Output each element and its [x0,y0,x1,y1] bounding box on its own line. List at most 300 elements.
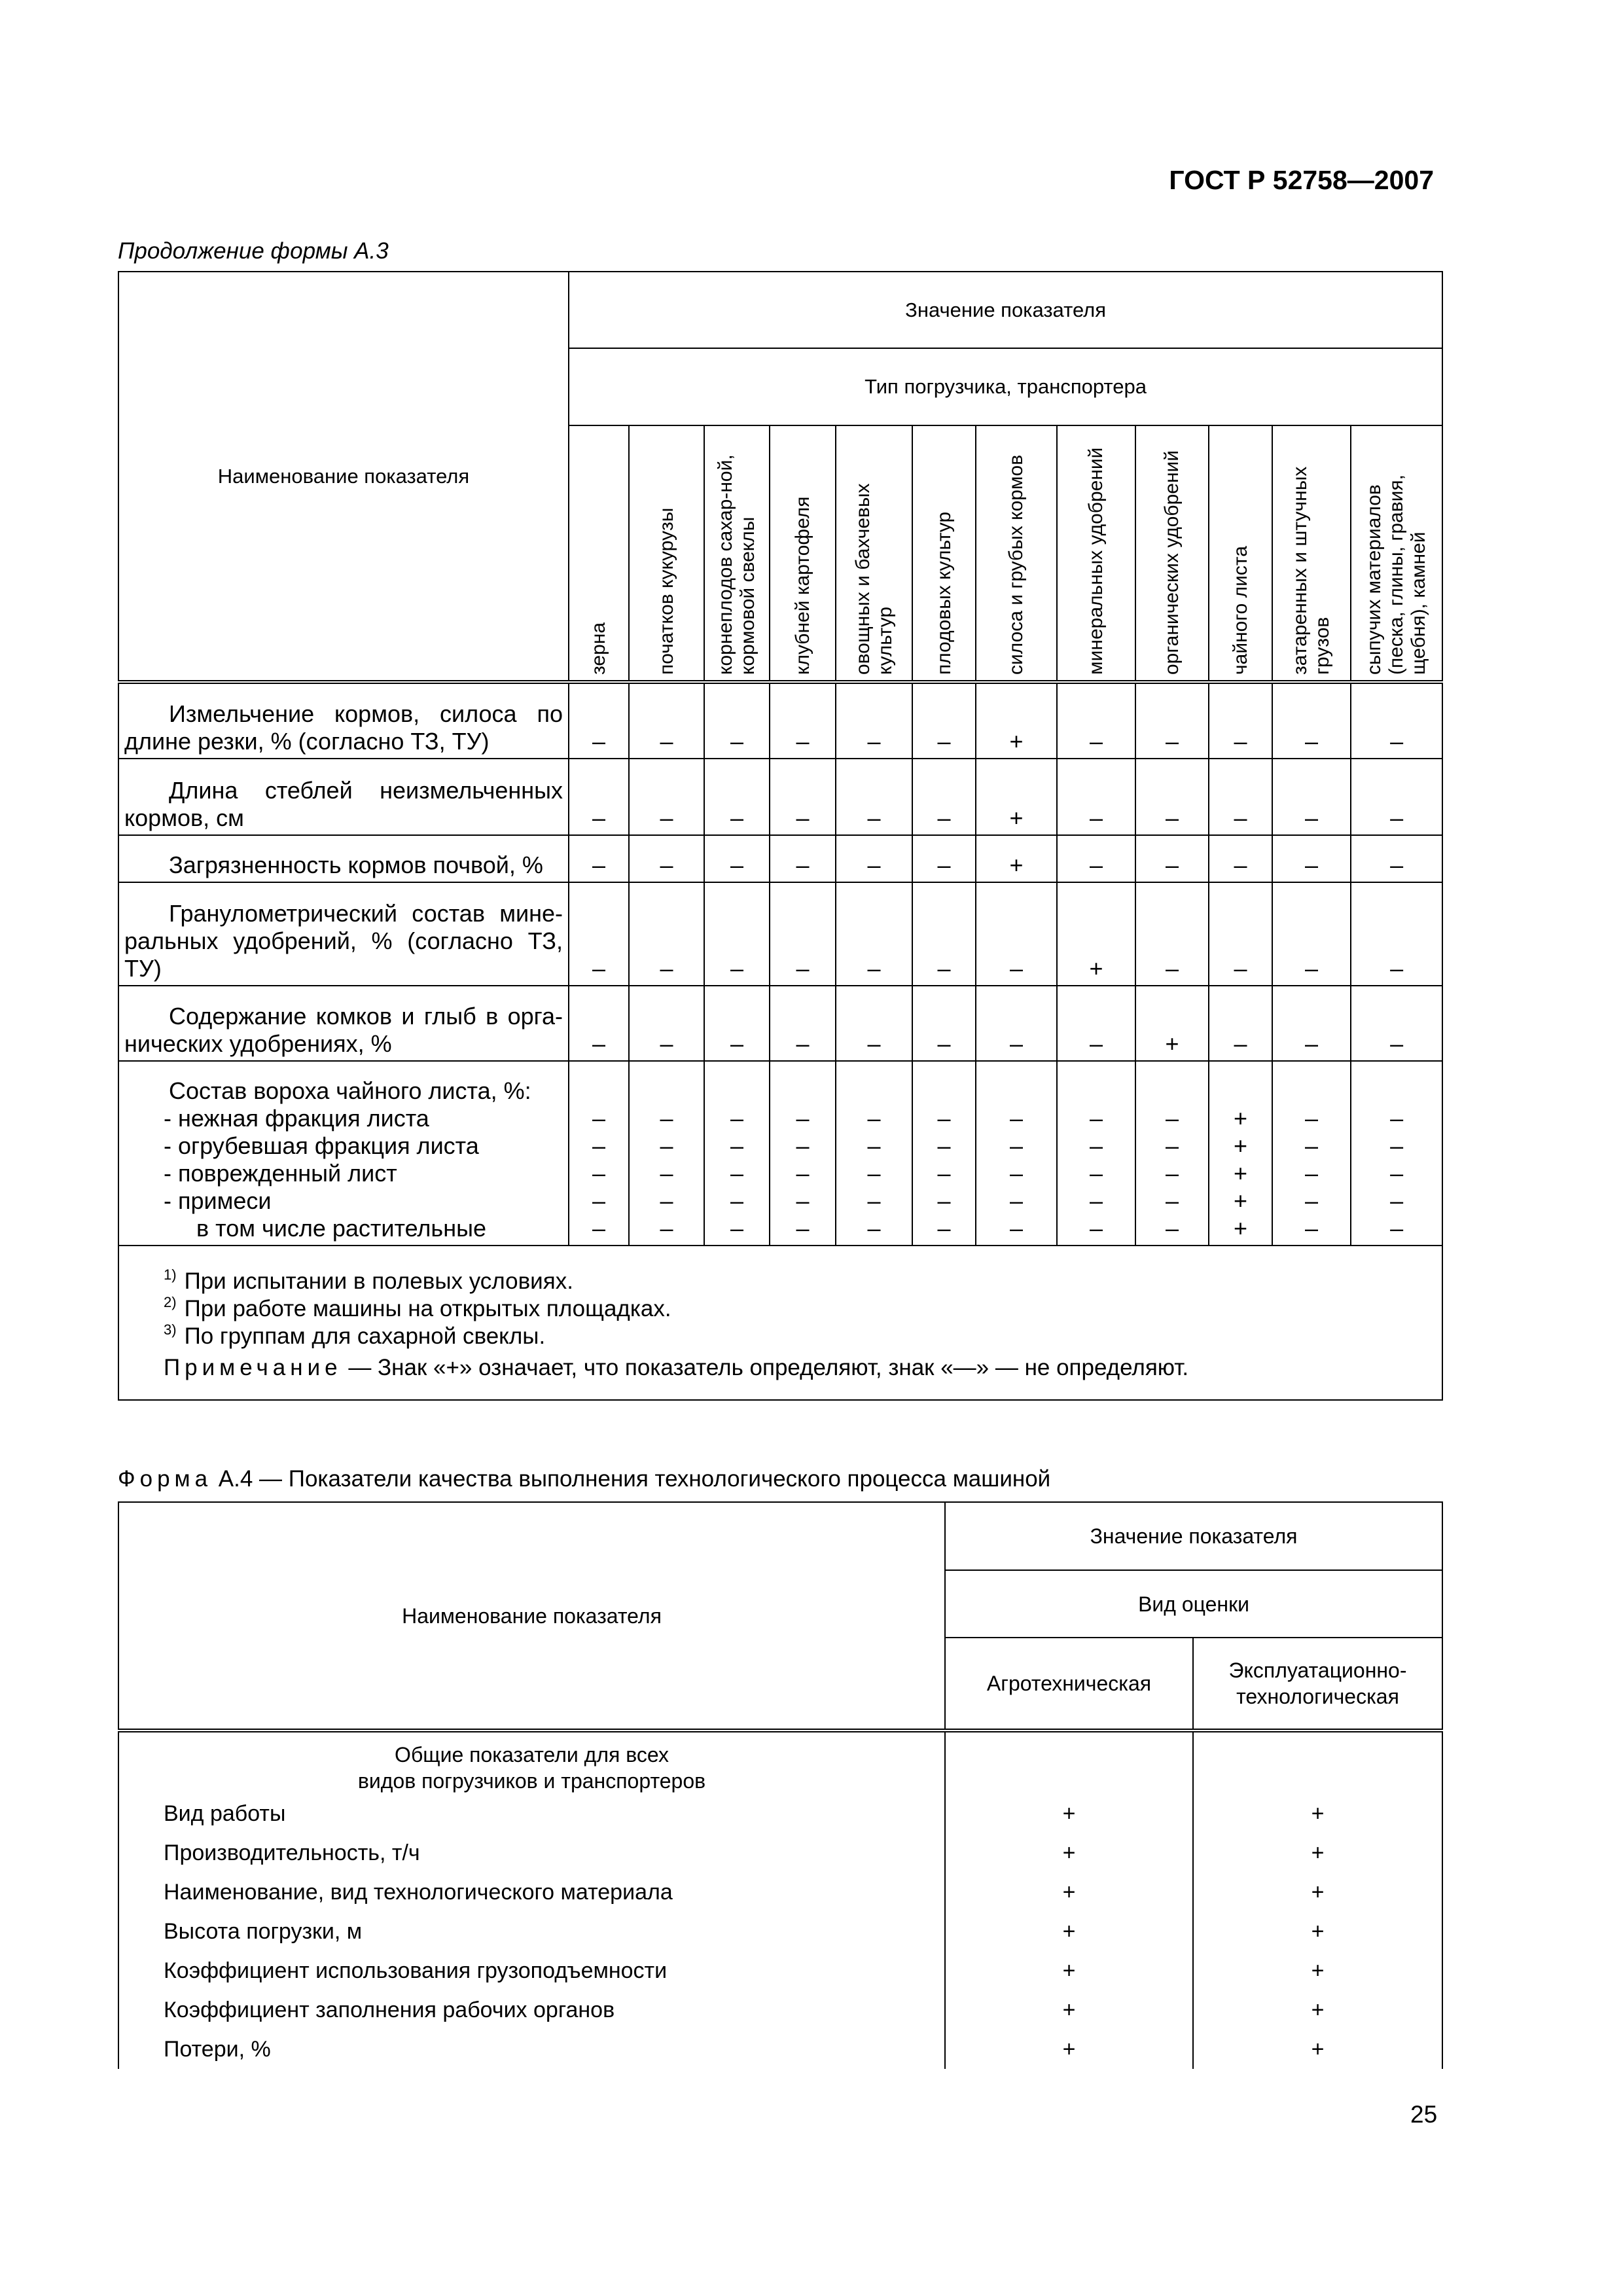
footnote [124,1268,1436,1295]
value-mark: – [1234,728,1247,755]
column-header [629,425,704,682]
value-mark: – [1009,1030,1024,1057]
value-mark: – [1304,728,1319,755]
form-a4-caption-text: А.4 — Показатели качества выполнения технологического процесса машиной [212,1466,1051,1492]
value-cell [1272,1061,1351,1246]
group-heading-line: видов погрузчиков и транспортеров [357,1769,706,1793]
value-mark: – [1089,1132,1103,1159]
value-mark: – [1165,728,1179,755]
value-cell [704,986,770,1061]
column-header-label: плодовых культур [933,511,955,675]
indicator-name: Высота погрузки, м [118,1912,945,1951]
value-mark: – [660,1187,673,1214]
value-cell [629,835,704,882]
value-cell [704,1061,770,1246]
agrotechnical-value: + [945,1794,1193,1833]
value-mark: – [1009,1215,1024,1242]
column-header [1351,425,1442,682]
table-row [118,1912,1442,1951]
value-cell [912,986,976,1061]
value-mark: – [1089,728,1103,755]
value-mark: – [592,728,606,755]
value-cell [629,1061,704,1246]
column-header [1209,425,1272,682]
value-mark: + [1233,1160,1248,1187]
table-row [118,1794,1442,1833]
value-cell [1057,882,1135,986]
value-mark: – [937,1187,951,1214]
value-cell [1351,882,1442,986]
value-cell [912,759,976,835]
value-mark: – [1304,1030,1319,1057]
value-mark: – [796,1105,810,1132]
value-mark: – [1234,955,1247,982]
agrotechnical-value: + [945,1873,1193,1912]
value-mark: – [1390,1160,1404,1187]
column-header-label: корнеплодов сахар-ной, кормовой свеклы [715,454,758,675]
value-cell [704,882,770,986]
value-cell [912,682,976,759]
value-cell [569,882,629,986]
value-cell [704,759,770,835]
value-mark: – [937,1215,951,1242]
operational-value: + [1193,1912,1442,1951]
footnote [124,1323,1436,1350]
value-mark: – [730,1215,744,1242]
indicator-name-line: - нежная фракция листа [164,1105,429,1132]
value-cell [704,835,770,882]
value-cell [629,882,704,986]
value-mark: – [1009,1187,1024,1214]
value-cell [1057,759,1135,835]
agrotechnical-value: + [945,1990,1193,2030]
indicator-name-line: в том числе растительные [196,1215,486,1242]
indicator-name [118,882,569,986]
column-header [569,425,629,682]
value-mark: – [1390,804,1404,831]
value-header: Значение показателя [945,1502,1442,1570]
value-mark: – [867,804,881,831]
value-cell [1135,1061,1209,1246]
value-mark: – [937,955,951,982]
value-mark: – [1165,804,1179,831]
value-cell [1209,986,1272,1061]
value-cell [1272,986,1351,1061]
indicator-name [118,682,569,759]
value-mark: – [1304,955,1319,982]
value-mark: + [1165,1030,1179,1057]
indicator-name-line: Длина стеблей неизмельченных кормов, см [124,777,563,831]
table-row [118,986,1442,1061]
indicator-name-line: - огрубевшая фракция листа [164,1132,479,1159]
value-mark: – [660,1160,673,1187]
value-mark: – [1234,1030,1247,1057]
empty-cell [1193,1731,1442,1794]
indicator-name: Наименование, вид технологического материала [118,1873,945,1912]
value-mark: – [796,1187,810,1214]
footnote-text: При испытании в полевых условиях. [184,1268,573,1294]
operational-value: + [1193,1951,1442,1990]
value-mark: – [1165,1160,1179,1187]
table-row [118,1951,1442,1990]
value-cell [1057,986,1135,1061]
column-header-label: силоса и грубых кормов [1005,454,1027,675]
value-mark: + [1089,955,1103,982]
value-mark: – [730,1105,744,1132]
column-header [1135,425,1209,682]
value-mark: – [796,804,810,831]
value-cell [1209,1061,1272,1246]
indicator-name: Коэффициент использования грузоподъемности [118,1951,945,1990]
value-mark: – [730,852,744,878]
footnote-mark: 2) [164,1294,177,1310]
footnote-text: По группам для сахарной свеклы. [184,1323,546,1349]
column-header-label: овощных и бахчевых культур [851,483,896,675]
agrotechnical-header: Агротехническая [945,1638,1193,1731]
value-mark: – [1390,1030,1404,1057]
value-mark: – [1089,1030,1103,1057]
value-mark: – [1009,1105,1024,1132]
indicator-name-line: Гранулометрический состав мине-ральных удобрений, % (согласно ТЗ, ТУ) [124,900,563,982]
value-mark: – [730,955,744,982]
value-mark: – [730,1132,744,1159]
value-mark: + [1009,804,1024,831]
note-text: — Знак «+» означает, что показатель определяют, знак «—» — не определяют. [342,1355,1189,1380]
value-cell [770,759,836,835]
value-cell [1209,682,1272,759]
indicator-name: Производительность, т/ч [118,1833,945,1873]
value-mark: – [660,728,673,755]
value-mark: – [730,1187,744,1214]
value-cell [836,759,912,835]
operational-value: + [1193,1833,1442,1873]
value-mark: – [867,1187,881,1214]
value-mark: – [1165,955,1179,982]
value-mark: + [1233,1132,1248,1159]
table-row [118,835,1442,882]
value-mark: – [592,1215,606,1242]
indicator-name [118,759,569,835]
value-mark: – [1089,1160,1103,1187]
value-mark: – [796,955,810,982]
column-header-label: чайного листа [1229,546,1251,675]
value-mark: – [796,1215,810,1242]
value-mark: + [1233,1105,1248,1132]
column-header [1057,425,1135,682]
indicator-name-line: Загрязненность кормов почвой, % [169,852,543,878]
indicator-name-line: - примеси [164,1187,272,1214]
value-cell [629,986,704,1061]
value-cell [912,1061,976,1246]
value-mark: – [660,804,673,831]
value-cell [976,882,1057,986]
table-row [118,2030,1442,2069]
value-mark: – [796,852,810,878]
value-mark: – [796,1030,810,1057]
value-cell [912,882,976,986]
value-mark: – [1304,852,1319,878]
value-mark: – [1165,1187,1179,1214]
value-cell [1272,882,1351,986]
operational-value: + [1193,2030,1442,2069]
indicator-name-line: - поврежденный лист [164,1160,397,1187]
value-mark: – [592,852,606,878]
value-header: Значение показателя [569,272,1442,348]
value-cell [836,682,912,759]
indicator-name-line: Измельчение кормов, силоса по длине резки, % (согласно ТЗ, ТУ) [124,700,563,755]
value-cell [836,835,912,882]
value-mark: – [1165,1215,1179,1242]
column-header [1272,425,1351,682]
value-cell [1351,1061,1442,1246]
value-cell [1135,882,1209,986]
value-cell [976,1061,1057,1246]
value-mark: – [592,1187,606,1214]
table-row [118,682,1442,759]
value-mark: – [1009,1160,1024,1187]
column-header-label: минеральных удобрений [1085,447,1107,675]
table-row [118,1873,1442,1912]
value-mark: – [1304,1105,1319,1132]
value-cell [770,986,836,1061]
value-mark: – [592,1030,606,1057]
value-cell [976,759,1057,835]
value-mark: – [867,1215,881,1242]
value-mark: – [660,852,673,878]
value-mark: – [660,1132,673,1159]
note-label: Примечание [164,1355,342,1380]
value-cell [1272,759,1351,835]
value-mark: – [937,804,951,831]
form-a4-caption [118,1466,1442,1492]
value-mark: + [1009,728,1024,755]
value-mark: – [592,1160,606,1187]
table-row [118,882,1442,986]
value-mark: – [867,1105,881,1132]
value-mark: – [1165,1132,1179,1159]
value-mark: – [730,728,744,755]
value-mark: – [1390,1215,1404,1242]
indicator-name: Вид работы [118,1794,945,1833]
column-header [976,425,1057,682]
value-mark: – [796,1132,810,1159]
value-cell [704,682,770,759]
value-mark: – [592,955,606,982]
value-cell [569,835,629,882]
indicator-name-header: Наименование показателя [118,1502,945,1731]
value-mark: + [1233,1215,1248,1242]
value-mark: – [1304,1132,1319,1159]
value-mark: – [1390,1132,1404,1159]
value-mark: – [660,1030,673,1057]
table-row [118,1990,1442,2030]
value-cell [1135,986,1209,1061]
indicator-name: Коэффициент заполнения рабочих органов [118,1990,945,2030]
agrotechnical-value: + [945,1912,1193,1951]
column-header-label: початков кукурузы [655,507,677,675]
value-mark: – [592,1132,606,1159]
indicator-name-header: Наименование показателя [118,272,569,682]
value-mark: – [867,852,881,878]
note [124,1354,1436,1382]
column-header [770,425,836,682]
value-mark: – [937,1030,951,1057]
value-cell [1209,835,1272,882]
value-cell [770,1061,836,1246]
value-mark: – [1304,1187,1319,1214]
footnote-mark: 1) [164,1266,177,1283]
table-row [118,759,1442,835]
value-cell [1209,759,1272,835]
value-mark: – [660,1105,673,1132]
form-a4-caption-label: Форма [118,1466,213,1492]
group-heading [118,1731,945,1794]
value-mark: – [796,1160,810,1187]
footnote-mark: 3) [164,1321,177,1338]
value-cell [1209,882,1272,986]
value-mark: – [937,852,951,878]
table-row [118,1061,1442,1246]
column-header [704,425,770,682]
assessment-kind-header: Вид оценки [945,1570,1442,1638]
type-header: Тип погрузчика, транспортера [569,348,1442,425]
empty-cell [945,1731,1193,1794]
value-cell [976,682,1057,759]
value-mark: – [1390,955,1404,982]
value-mark: – [867,1160,881,1187]
group-heading-line: Общие показатели для всех [395,1743,669,1767]
value-mark: – [660,955,673,982]
value-cell [976,986,1057,1061]
value-mark: + [1009,852,1024,878]
indicator-name-line: Состав вороха чайного листа, %: [169,1077,531,1104]
column-header-label: зерна [588,622,609,675]
column-header-label: органических удобрений [1161,450,1183,675]
value-mark: – [592,1105,606,1132]
indicator-name: Потери, % [118,2030,945,2069]
value-cell [1057,1061,1135,1246]
value-mark: – [867,728,881,755]
value-mark: – [937,1160,951,1187]
value-mark: – [1390,1105,1404,1132]
value-mark: – [937,728,951,755]
value-mark: – [867,1132,881,1159]
value-mark: – [796,728,810,755]
value-mark: – [867,1030,881,1057]
form-a3-table [118,271,1443,1401]
value-cell [1057,682,1135,759]
value-mark: – [730,1030,744,1057]
column-header-label: клубней картофеля [791,496,813,675]
value-cell [1272,835,1351,882]
value-mark: – [1304,1160,1319,1187]
value-cell [629,682,704,759]
value-cell [1351,759,1442,835]
value-cell [836,882,912,986]
value-mark: – [1390,728,1404,755]
value-mark: – [1089,1105,1103,1132]
column-header [912,425,976,682]
value-cell [770,882,836,986]
agrotechnical-value: + [945,1833,1193,1873]
agrotechnical-value: + [945,2030,1193,2069]
value-mark: – [937,1105,951,1132]
value-mark: – [1234,804,1247,831]
column-header-label: затаренных и штучных грузов [1289,466,1333,675]
value-mark: – [1165,852,1179,878]
value-cell [770,682,836,759]
value-mark: – [867,955,881,982]
operational-value: + [1193,1794,1442,1833]
agrotechnical-value: + [945,1951,1193,1990]
form-a3-continuation-caption: Продолжение формы А.3 [118,238,389,264]
indicator-name [118,986,569,1061]
value-mark: – [1089,852,1103,878]
value-mark: – [730,804,744,831]
value-mark: – [1089,804,1103,831]
value-cell [1351,835,1442,882]
value-mark: – [1089,1187,1103,1214]
value-cell [569,759,629,835]
value-cell [836,1061,912,1246]
value-cell [569,682,629,759]
page-content [118,164,1442,2069]
value-cell [1135,835,1209,882]
value-mark: – [1089,1215,1103,1242]
value-cell [770,835,836,882]
footnote [124,1295,1436,1323]
operational-value: + [1193,1990,1442,2030]
value-mark: – [1165,1105,1179,1132]
value-cell [836,986,912,1061]
value-mark: – [660,1215,673,1242]
value-mark: – [1390,1187,1404,1214]
value-cell [1351,986,1442,1061]
value-cell [1351,682,1442,759]
value-mark: + [1233,1187,1248,1214]
operational-value: + [1193,1873,1442,1912]
operational-header: Эксплуатационно-технологическая [1193,1638,1442,1731]
value-cell [569,986,629,1061]
value-cell [1057,835,1135,882]
value-mark: – [937,1132,951,1159]
value-cell [629,759,704,835]
value-cell [976,835,1057,882]
value-mark: – [1234,852,1247,878]
indicator-name [118,835,569,882]
value-mark: – [730,1160,744,1187]
column-header [836,425,912,682]
indicator-name [118,1061,569,1246]
value-mark: – [1304,1215,1319,1242]
document-code: ГОСТ Р 52758—2007 [1169,165,1434,195]
value-mark: – [1009,955,1024,982]
footnote-text: При работе машины на открытых площадках. [184,1296,671,1321]
page-number: 25 [1410,2101,1438,2128]
value-cell [912,835,976,882]
form-a4-table [118,1501,1443,2069]
value-cell [1272,682,1351,759]
footnotes-row [118,1246,1442,1400]
value-cell [1135,759,1209,835]
column-header-label: сыпучих материалов (песка, глины, гравия, щебня), камней [1363,475,1430,675]
value-mark: – [592,804,606,831]
table-row [118,1833,1442,1873]
value-cell [1135,682,1209,759]
indicator-name-line: Содержание комков и глыб в орга-нических удобрениях, % [124,1003,563,1057]
value-cell [569,1061,629,1246]
value-mark: – [1390,852,1404,878]
